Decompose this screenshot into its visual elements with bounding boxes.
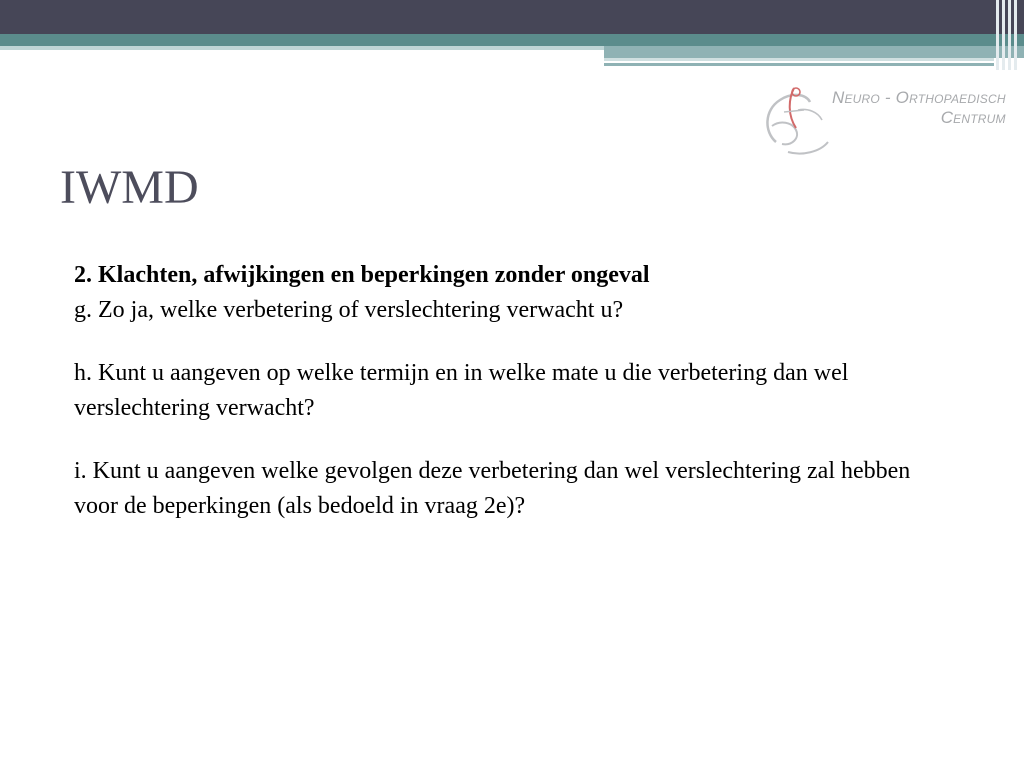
header-thin-stripe-2 [604,63,994,66]
logo-line-1: Neuro - Orthopaedisch [832,88,1006,107]
header-dark-band [0,0,1024,34]
header-thin-stripe [604,58,994,61]
header-accent-stripe [604,46,1024,58]
question-g: g. Zo ja, welke verbetering of verslechtering verwacht u? [74,297,624,323]
logo-line-2: Centrum [940,108,1006,127]
question-h: h. Kunt u aangeven op welke termijn en in welke mate u die verbetering dan wel verslechtering verwacht? [74,360,849,421]
header-teal-band [0,34,1024,46]
slide-title: IWMD [60,161,199,214]
logo [758,80,1008,160]
section-heading: 2. Klachten, afwijkingen en beperkingen zonder ongeval [74,262,650,288]
header-light-stripe [0,46,604,50]
slide-body [74,258,954,524]
logo-text [832,88,1006,128]
neuro-orthopaedisch-logo-icon [758,80,838,160]
question-i: i. Kunt u aangeven welke gevolgen deze verbetering dan wel verslechtering zal hebben voor de beperkingen (als bedoeld in vraag 2e)? [74,458,911,519]
decorative-vertical-stripes [992,0,1024,70]
